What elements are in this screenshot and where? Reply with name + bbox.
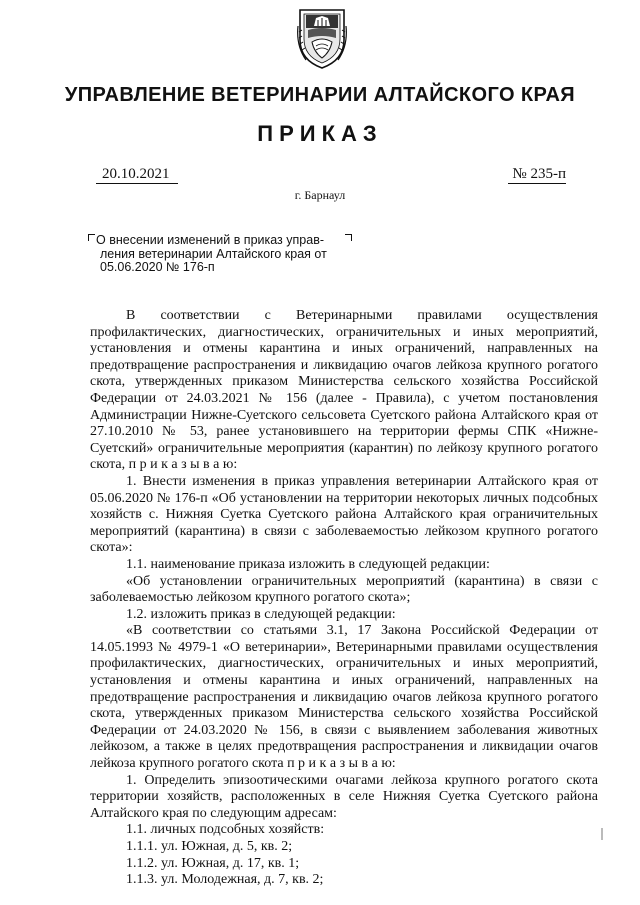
- organization-title: УПРАВЛЕНИЕ ВЕТЕРИНАРИИ АЛТАЙСКОГО КРАЯ: [64, 84, 576, 106]
- coat-of-arms-icon: [296, 6, 348, 70]
- document-number: № 235-п: [508, 166, 566, 184]
- sub-item-1-paragraph: 1. Определить эпизоотическими очагами лейкоза крупного рогатого скота территории хозяйств, расположенных в селе Нижняя Суетка Суетского района Алтайского края по следующим адресам:: [90, 772, 598, 821]
- subject-corner-right: [345, 234, 352, 241]
- subject-line-1: О внесении изменений в приказ управ-: [96, 233, 324, 247]
- subject-line-3: 05.06.2020 № 176-п: [100, 260, 215, 274]
- scan-mark: [601, 828, 603, 840]
- address-item-3: 1.1.3. ул. Молодежная, д. 7, кв. 2;: [126, 872, 324, 888]
- item-1-1-text-paragraph: «Об установлении ограничительных мероприятий (карантина) в связи с заболеваемостью лейкозом крупного рогатого скота»;: [90, 573, 598, 606]
- preamble-paragraph: В соответствии с Ветеринарными правилами осуществления профилактических, диагностических, ограничительных и иных мероприятий, установления и отмены карантина и иных ограничений, направленных на предотвращение распространения и ликвидацию очагов лейкоза крупного рогатого скота, утвержденных приказом Министерства сельского хозяйства Российской Федерации от 24.03.2021 № 156 (далее - Правила), с учетом постановления Администрации Нижне-Суетского сельсовета Суетского района Алтайского края от 27.10.2010 № 53, ранее установившего на территории фермы СПК «Нижне-Суетский» ограничительные мероприятия (карантин) по лейкозу крупного рогатого скота, п р и к а з ы в а ю:: [90, 308, 598, 473]
- document-body: [90, 308, 598, 889]
- item-1-1-paragraph: 1.1. наименование приказа изложить в следующей редакции:: [126, 556, 490, 572]
- sub-item-1-1-paragraph: 1.1. личных подсобных хозяйств:: [126, 822, 325, 838]
- subject-line-2: ления ветеринарии Алтайского края от: [100, 246, 327, 261]
- address-item-2: 1.1.2. ул. Южная, д. 17, кв. 1;: [126, 855, 300, 871]
- document-city: г. Барнаул: [294, 188, 346, 202]
- item-1-2-text-paragraph: «В соответствии со статьями 3.1, 17 Закона Российской Федерации от 14.05.1993 № 4979-1 «О ветеринарии», Ветеринарными правилами осуществления профилактических, диагностических, ограничительных и иных мероприятий, установления и отмены карантина и иных ограничений, направленных на предотвращение распространения и ликвидацию очагов лейкоза крупного рогатого скота, утвержденных приказом Министерства сельского хозяйства Российской Федерации от 24.03.2020 № 156, в связи с выявлением заболевания животных лейкозом, а также в целях предотвращения распространения и ликвидации очагов лейкоза крупного рогатого скота п р и к а з ы в а ю:: [90, 623, 598, 772]
- address-item-1: 1.1.1. ул. Южная, д. 5, кв. 2;: [126, 839, 293, 854]
- item-1-2-paragraph: 1.2. изложить приказ в следующей редакции:: [126, 606, 396, 622]
- subject-corner-left: [88, 234, 95, 241]
- item-1-paragraph: 1. Внести изменения в приказ управления ветеринарии Алтайского края от 05.06.2020 № 176-п «Об установлении на территории некоторых личных подсобных хозяйств с. Нижняя Суетка Суетского района Алтайского края ограничительных мероприятий (карантина) в связи с заболеваемостью лейкозом крупного рогатого скота»:: [90, 473, 598, 556]
- document-type: ПРИКАЗ: [257, 121, 383, 146]
- document-date: 20.10.2021: [96, 166, 178, 184]
- subject-block: [92, 234, 352, 275]
